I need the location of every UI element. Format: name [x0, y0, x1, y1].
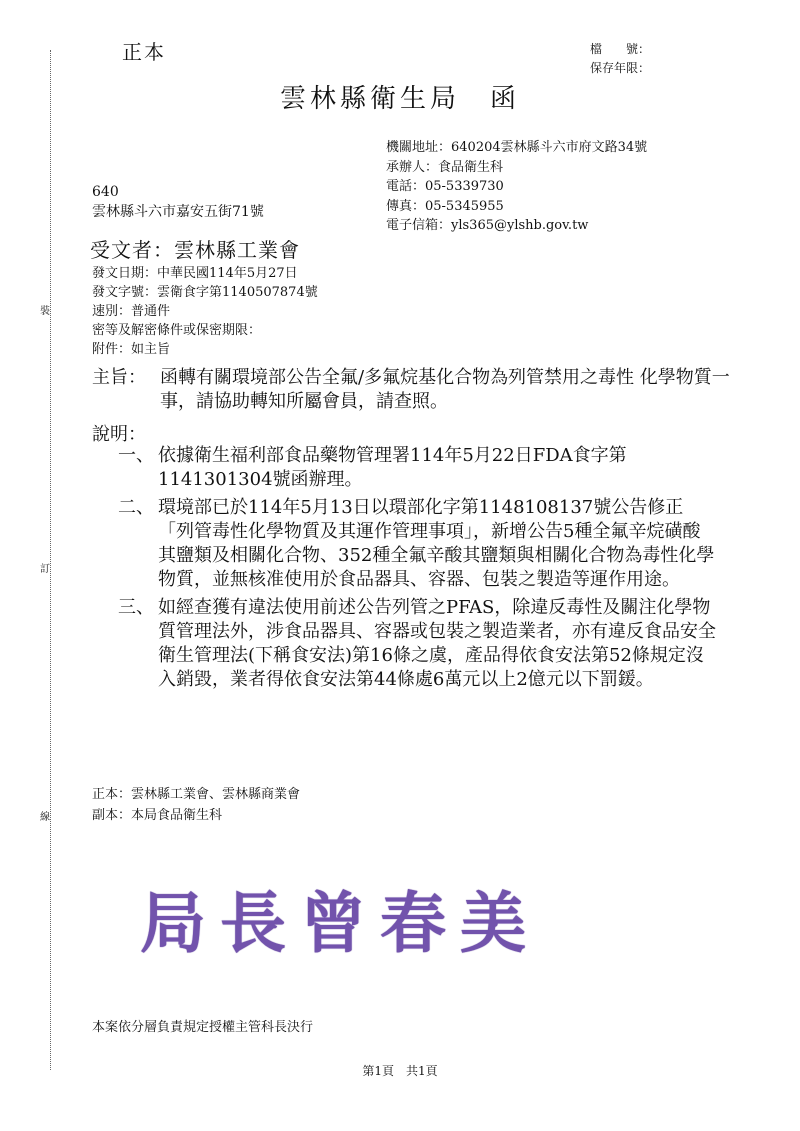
- item-text: 依據衛生福利部食品藥物管理署114年5月22日FDA食字第1141301304號函辦理。: [158, 445, 627, 490]
- binding-mark-zhuang: 裝: [40, 300, 50, 319]
- agency-handler: 承辦人：食品衛生科: [386, 159, 504, 175]
- recipient-street: 雲林縣斗六市嘉安五街71號: [92, 204, 264, 220]
- page-number: 第1頁 共1頁: [362, 1064, 438, 1078]
- document-title: 雲林縣衛生局 函: [279, 84, 520, 114]
- item-number: 一、: [118, 445, 154, 466]
- issue-date: 發文日期：中華民國114年5月27日: [92, 266, 298, 281]
- copy-label: 正本: [122, 40, 166, 64]
- recipient-address: [92, 182, 264, 222]
- document-number: 發文字號：雲衛食字第1140507874號: [92, 285, 318, 300]
- explanation-label: 說明：: [92, 424, 146, 445]
- recipient-postal: 640: [92, 184, 119, 200]
- agency-email: 電子信箱：yls365@ylshb.gov.tw: [386, 218, 589, 233]
- explanation-item: [118, 444, 718, 492]
- delivery-speed: 速別：普通件: [92, 304, 171, 319]
- binding-mark-ding: 訂: [40, 558, 50, 577]
- authorization-note: 本案依分層負責規定授權主管科長決行: [92, 1020, 314, 1035]
- explanation-item: [118, 496, 718, 592]
- item-number: 二、: [118, 497, 154, 518]
- subject-label: 主旨：: [92, 367, 146, 388]
- copy-recipients: 副本：本局食品衛生科: [92, 808, 223, 823]
- secrecy-level: 密等及解密條件或保密期限：: [92, 323, 262, 338]
- explanation-item: [118, 596, 718, 692]
- agency-phone: 電話：05-5339730: [386, 179, 504, 194]
- original-recipients: 正本：雲林縣工業會、雲林縣商業會: [92, 787, 301, 802]
- archive-info: [590, 40, 650, 78]
- explanation-items: [118, 444, 718, 696]
- binding-mark-xian: 線: [40, 806, 50, 825]
- item-text: 環境部已於114年5月13日以環部化字第1148108137號公告修正「列管毒性化學物質及其運作管理事項」，新增公告5種全氟辛烷磺酸其鹽類及相關化合物、352種全氟辛酸其鹽類與相關化合物為毒性化學物質，並無核准使用於食品器具、容器、包裝之製造等運作用途。: [158, 497, 715, 590]
- subject: [92, 366, 732, 414]
- item-number: 三、: [118, 597, 154, 618]
- file-number: 檔 號：: [590, 42, 651, 56]
- agency-fax: 傳真：05-5345955: [386, 198, 504, 214]
- agency-address: 機關地址：640204雲林縣斗六市府文路34號: [386, 140, 648, 155]
- item-text: 如經查獲有違法使用前述公告列管之PFAS，除違反毒性及關注化學物質管理法外，涉食品器具、容器或包裝之製造業者，亦有違反食品安全衛生管理法(下稱食安法)第16條之虞，產品得依食安法第52條規定沒入銷毀，業者得依食安法第44條處6萬元以上2億元以下罰鍰。: [158, 597, 716, 690]
- subject-text: 函轉有關環境部公告全氟/多氟烷基化合物為列管禁用之毒性 化學物質一事，請協助轉知所屬會員，請查照。: [160, 367, 730, 412]
- document-meta: [92, 264, 318, 359]
- attachment: 附件：如主旨: [92, 342, 171, 357]
- binding-line: [50, 50, 51, 1070]
- director-signature-seal: 局長曾春美: [140, 884, 540, 962]
- recipient: 受文者：雲林縣工業會: [90, 238, 300, 262]
- retention-period: 保存年限：: [590, 61, 651, 75]
- agency-info: [386, 138, 647, 236]
- distribution: [92, 784, 300, 826]
